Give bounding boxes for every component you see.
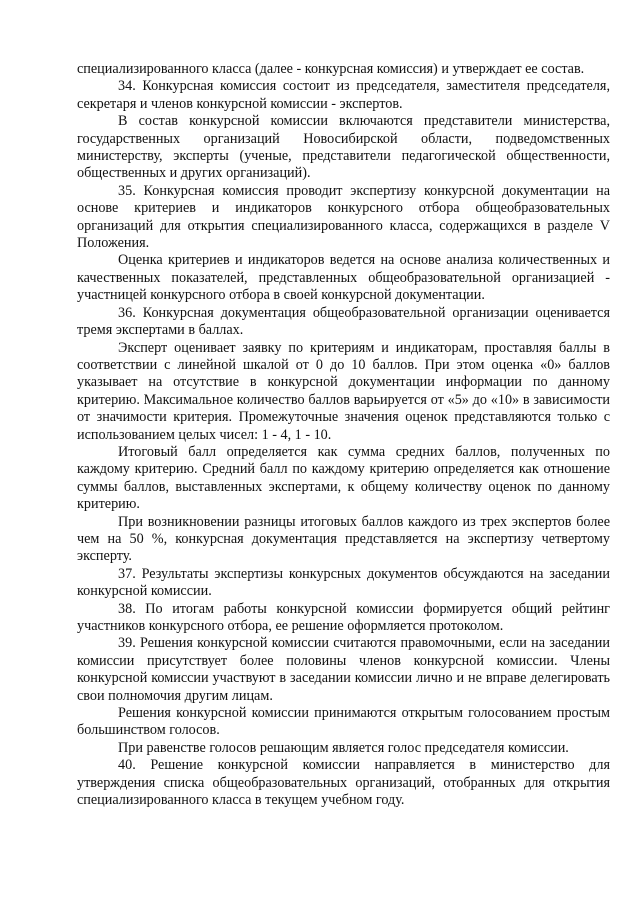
paragraph-14: При равенстве голосов решающим является голос председателя комиссии. [118,739,569,756]
paragraph-3: В состав конкурсной комиссии включаются представители министерства, государственных организаций Новосибирской области, подведомственных министерству, эксперты (ученые, представители педагогической общественности, общественных и других организаций). [77,113,610,182]
paragraph-7: Эксперт оценивает заявку по критериям и индикаторам, проставляя баллы в соответствии с линейной шкалой от 0 до 10 баллов. При этом оценка «0» баллов указывает на отсутствие в конкурсной документации информации по данному критерию. Максимальное количество баллов варьируется от «5» до «10» в зависимости от значимости критерия. Промежуточные значения оценок представляются только с использованием целых чисел: 1 - 4, 1 - 10. [77,339,610,443]
paragraph-1: специализированного класса (далее - конкурсная комиссия) и утверждает ее состав. [77,61,585,77]
paragraph-5: Оценка критериев и индикаторов ведется на основе анализа количественных и качественных показателей, представленных общеобразовательной организацией - участницей конкурсного отбора в своей конкурсной документации. [77,252,610,304]
paragraph-13: Решения конкурсной комиссии принимаются открытым голосованием простым большинством голосов. [77,705,610,739]
paragraph-8: Итоговый балл определяется как сумма средних баллов, полученных по каждому критерию. Средний балл по каждому критерию определяется как отношение суммы баллов, выставленных экспертами, к общему количеству оценок по данному критерию. [77,443,610,513]
paragraph-6: 36. Конкурсная документация общеобразовательной организации оценивается тремя экспертами в баллах. [77,304,610,339]
paragraph-15: 40. Решение конкурсной комиссии направляется в министерство для утверждения списка общеобразовательных организаций, отобранных для открытия специализированного класса в текущем учебном году. [77,757,610,809]
paragraph-4: 35. Конкурсная комиссия проводит экспертизу конкурсной документации на основе критериев и индикаторов конкурсного отбора общеобразовательных организаций для открытия специализированного класса, содержащихся в разделе V Положения. [77,182,610,252]
paragraph-9: При возникновении разницы итоговых баллов каждого из трех экспертов более чем на 50 %, конкурсная документация представляется на экспертизу четвертому эксперту. [77,513,610,565]
paragraph-12: 39. Решения конкурсной комиссии считаются правомочными, если на заседании комиссии присутствует более половины членов конкурсной комиссии. Члены конкурсной комиссии участвуют в заседании комиссии лично и не вправе делегировать свои полномочия другим лицам. [77,635,610,704]
paragraph-10: 37. Результаты экспертизы конкурсных документов обсуждаются на заседании конкурсной комиссии. [77,565,610,600]
paragraph-2: 34. Конкурсная комиссия состоит из председателя, заместителя председателя, секретаря и членов конкурсной комиссии - экспертов. [77,78,610,112]
document-page [77,61,610,809]
paragraph-11: 38. По итогам работы конкурсной комиссии формируется общий рейтинг участников конкурсного отбора, ее решение оформляется протоколом. [77,600,610,634]
